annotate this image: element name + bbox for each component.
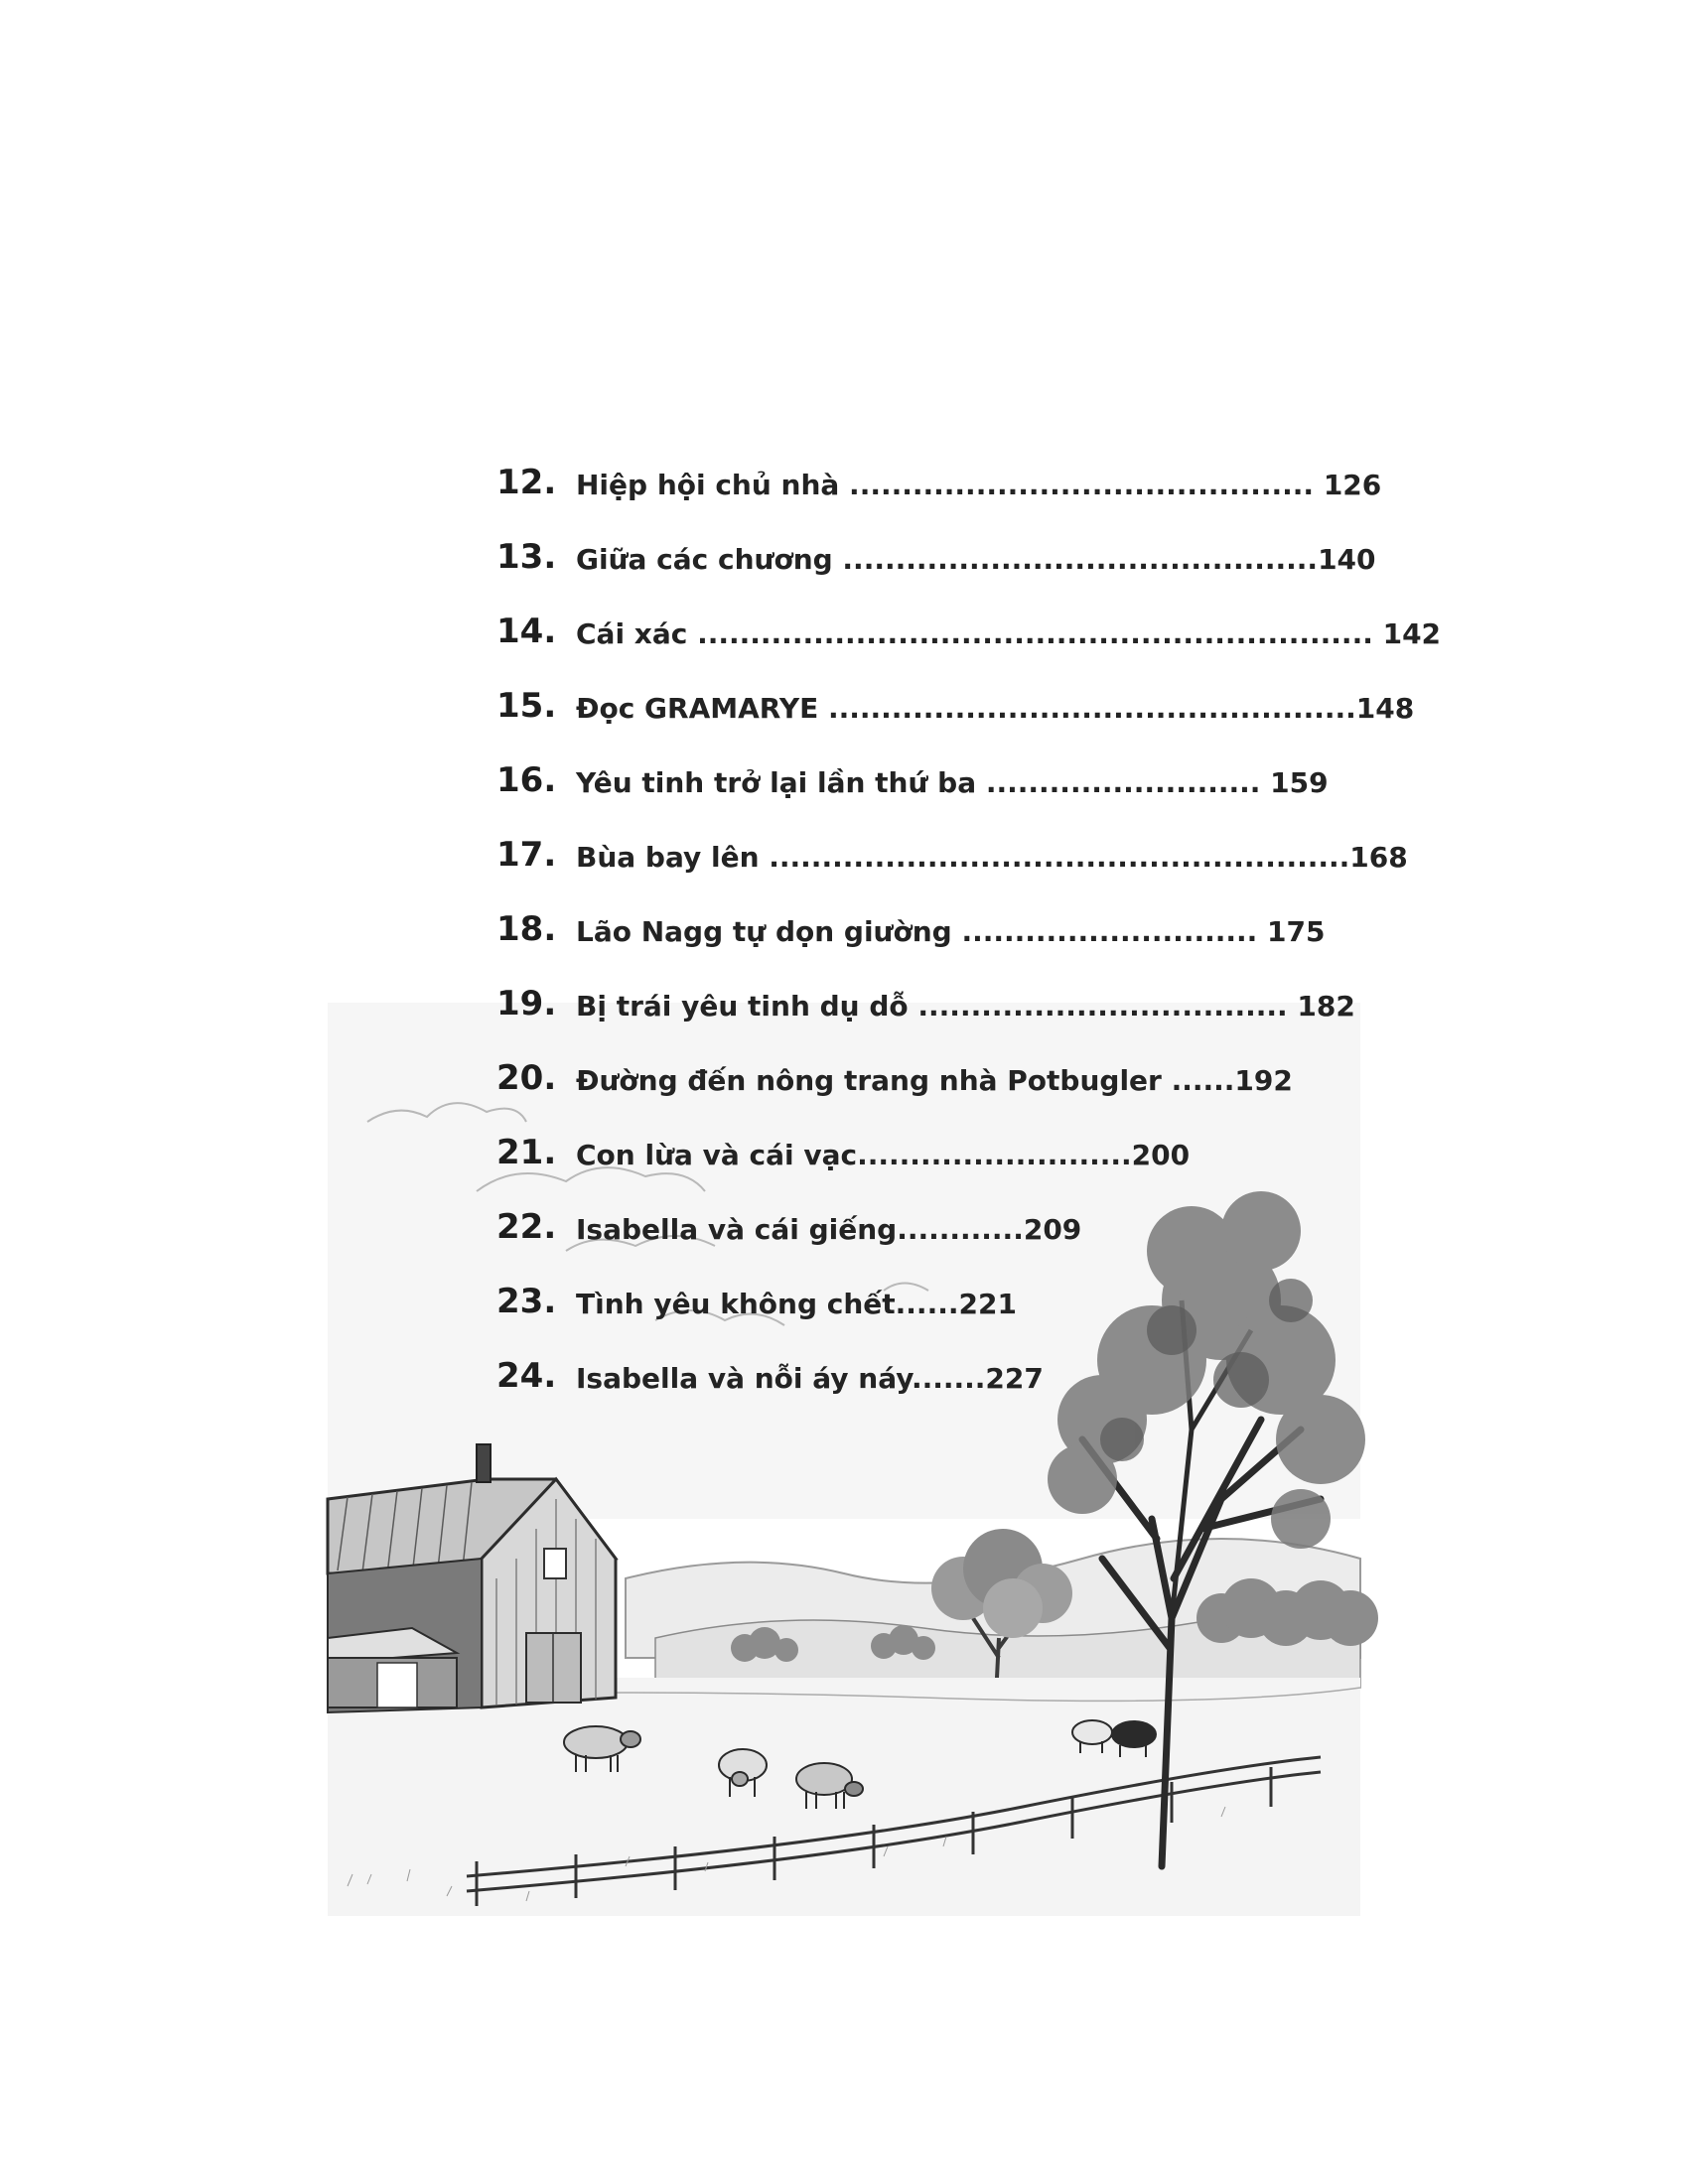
toc-entry [496,1207,1211,1282]
chapter-entry: Giữa các chương .............................................140 [576,543,1376,576]
chapter-number: 24. [496,1356,557,1396]
chapter-number: 19. [496,984,557,1024]
chapter-entry: Bị trái yêu tinh dụ dỗ ................................... 182 [576,990,1355,1023]
toc-entry [496,760,1329,835]
chapter-number: 14. [496,612,557,651]
chapter-entry: Tình yêu không chết......221 [576,1288,1017,1320]
chapter-number: 21. [496,1133,557,1172]
toc-entry [496,537,1376,612]
chapter-number: 18. [496,909,557,949]
toc-entry [496,463,1382,537]
chapter-number: 16. [496,760,557,800]
toc-entry [496,1133,1211,1207]
chapter-number: 12. [496,463,557,502]
toc-entry [496,984,1355,1058]
chapter-entry: Lão Nagg tự dọn giường ............................ 175 [576,915,1326,948]
chapter-number: 15. [496,686,557,726]
chapter-entry: Hiệp hội chủ nhà ............................................ 126 [576,469,1382,501]
chapter-entry: Isabella và cái giếng............209 [576,1213,1082,1246]
toc-entry [496,1282,1211,1356]
chapter-entry: Isabella và nỗi áy náy.......227 [576,1362,1044,1395]
toc-entry [496,1356,1211,1431]
chapter-number: 13. [496,537,557,577]
chapter-entry: Đọc GRAMARYE ..................................................148 [576,692,1415,725]
table-of-contents [496,463,1442,1431]
toc-entry [496,835,1408,909]
toc-entry [496,686,1415,760]
toc-entry [496,909,1326,984]
chapter-entry: Cái xác ................................................................ 142 [576,617,1442,650]
chapter-number: 23. [496,1282,557,1321]
toc-entry [496,612,1442,686]
chapter-entry: Bùa bay lên .......................................................168 [576,841,1408,874]
chapter-entry: Đường đến nông trang nhà Potbugler ......192 [576,1064,1293,1097]
chapter-entry: Con lừa và cái vạc..........................200 [576,1139,1191,1171]
toc-entry [496,1058,1293,1133]
chapter-number: 22. [496,1207,557,1247]
chapter-entry: Yêu tinh trở lại lần thứ ba .......................... 159 [576,766,1329,799]
chapter-number: 17. [496,835,557,875]
chapter-number: 20. [496,1058,557,1098]
